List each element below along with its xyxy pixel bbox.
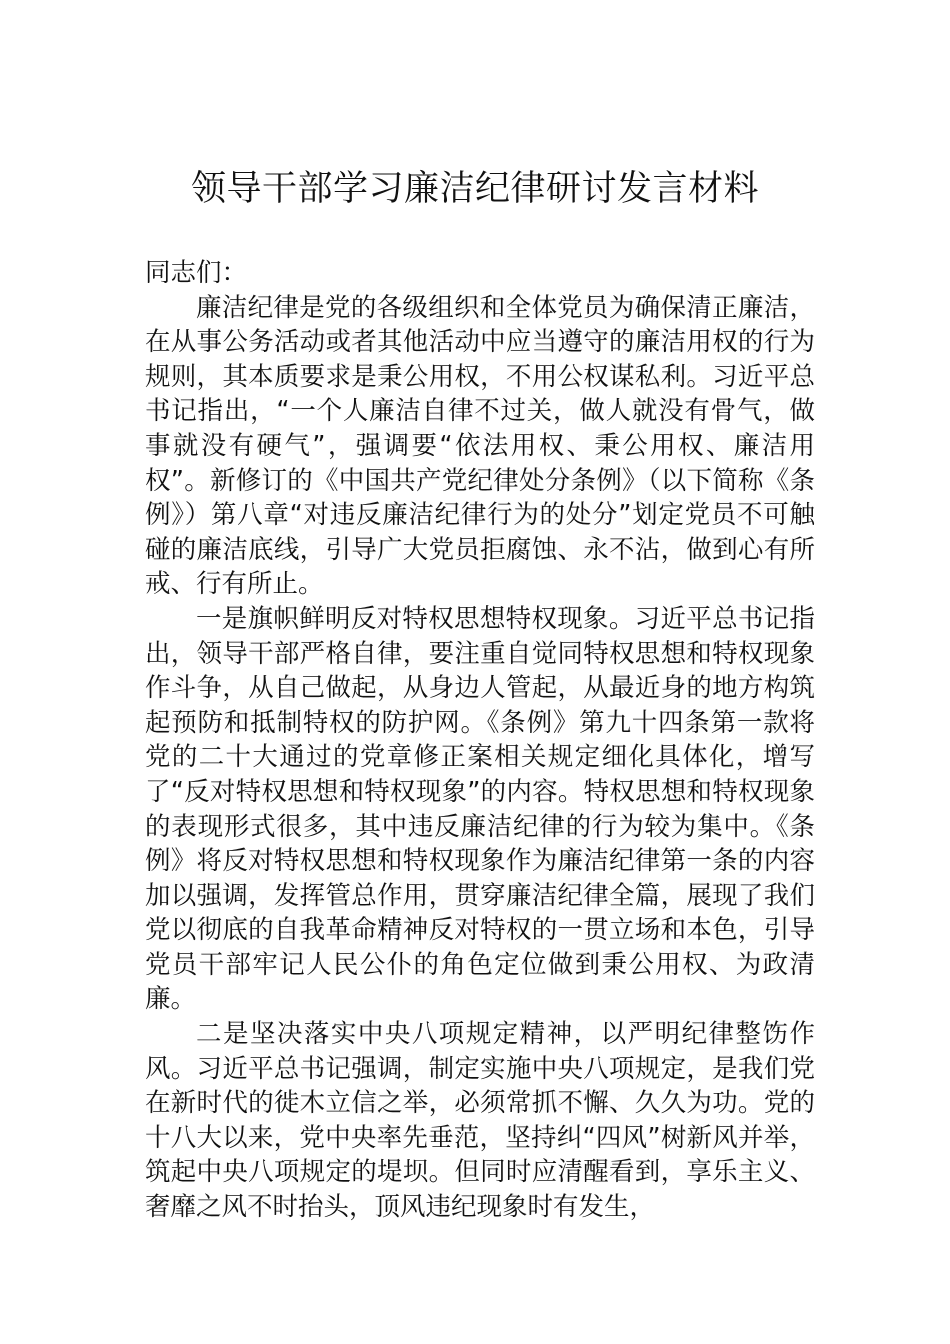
document-title: 领导干部学习廉洁纪律研讨发言材料 [190,169,759,209]
paragraph-point-two: 二是坚决落实中央八项规定精神，以严明纪律整饬作风。习近平总书记强调，制定实施中央八项规定，是我们党在新时代的徙木立信之举，必须常抓不懈、久久为功。党的十八大以来，党中央率先垂范，坚持纠“四风”树新风并举，筑起中央八项规定的堤坝。但同时应清醒看到，享乐主义、奢靡之风不时抬头，顶风违纪现象时有发生， [145,1019,815,1223]
paragraph-point-one: 一是旗帜鲜明反对特权思想特权现象。习近平总书记指出，领导干部严格自律，要注重自觉同特权思想和特权现象作斗争，从自己做起，从身边人管起，从最近身的地方构筑起预防和抵制特权的防护网。《条例》第九十四条第一款将党的二十大通过的党章修正案相关规定细化具体化，增写了“反对特权思想和特权现象”的内容。特权思想和特权现象的表现形式很多，其中违反廉洁纪律的行为较为集中。《条例》将反对特权思想和特权现象作为廉洁纪律第一条的内容加以强调，发挥管总作用，贯穿廉洁纪律全篇，展现了我们党以彻底的自我革命精神反对特权的一贯立场和本色，引导党员干部牢记人民公仆的角色定位做到秉公用权、为政清廉。 [145,603,815,1015]
document-body [145,256,815,1225]
salutation: 同志们： [145,258,248,288]
paragraph-intro: 廉洁纪律是党的各级组织和全体党员为确保清正廉洁，在从事公务活动或者其他活动中应当遵守的廉洁用权的行为规则，其本质要求是秉公用权，不用公权谋私利。习近平总书记指出，“一个人廉洁自律不过关，做人就没有骨气，做事就没有硬气”，强调要“依法用权、秉公用权、廉洁用权”。新修订的《中国共产党纪律处分条例》（以下简称《条例》）第八章“对违反廉洁纪律行为的处分”划定党员不可触碰的廉洁底线，引导广大党员拒腐蚀、永不沾，做到心有所戒、行有所止。 [145,292,815,600]
